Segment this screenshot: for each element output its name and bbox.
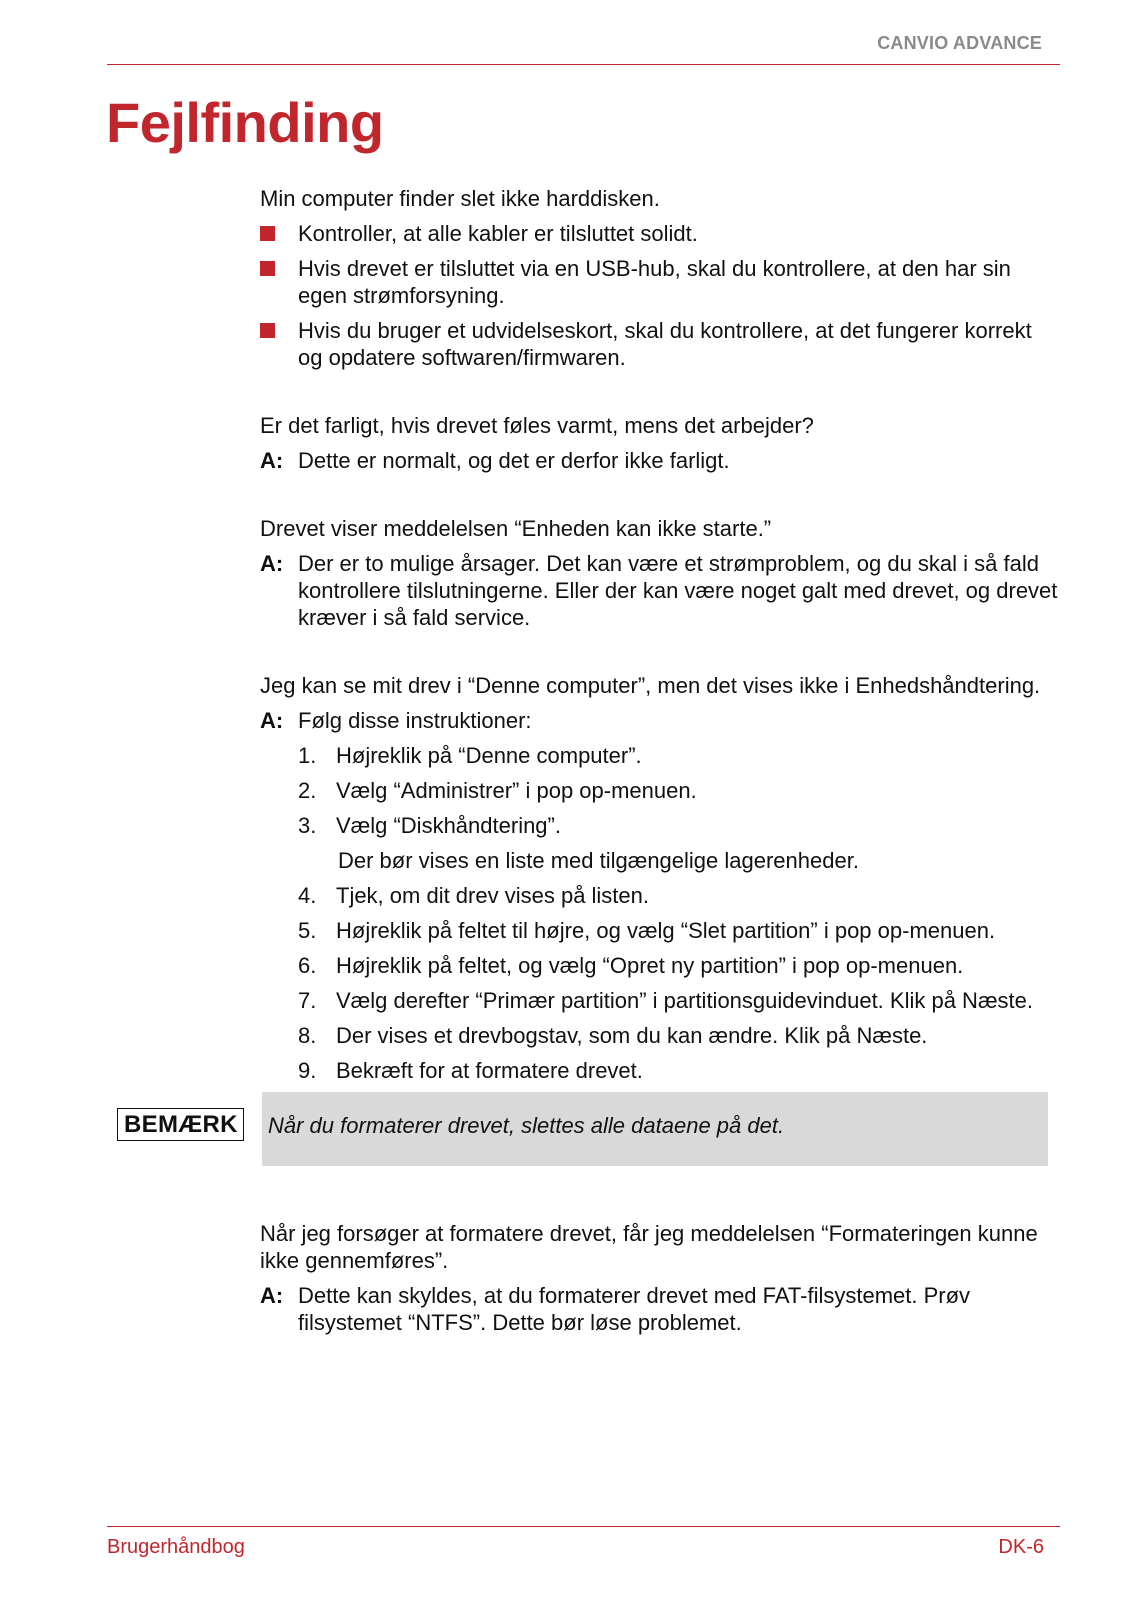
faq-question: Når jeg forsøger at formatere drevet, får jeg meddelelsen “Formateringen kunne ikke gennemføres”.	[260, 1221, 1038, 1273]
faq-answer	[260, 707, 1060, 734]
step-text: Der vises et drevbogstav, som du kan ændre. Klik på Næste.	[336, 1023, 928, 1048]
step-number: 6.	[298, 953, 317, 978]
faq-answer	[260, 550, 1060, 631]
faq-section	[260, 1220, 1060, 1336]
step-text: Højreklik på “Denne computer”.	[336, 743, 642, 768]
step-number: 4.	[298, 883, 317, 908]
faq-section	[260, 412, 1060, 474]
faq-answer	[260, 447, 1060, 474]
step-item	[298, 1022, 1060, 1049]
page-number: DK-6	[998, 1536, 1044, 1558]
faq-question: Er det farligt, hvis drevet føles varmt, mens det arbejder?	[260, 413, 814, 438]
square-bullet-icon	[260, 226, 275, 241]
answer-label: A:	[260, 448, 284, 473]
answer-text: Dette er normalt, og det er derfor ikke farligt.	[298, 448, 730, 473]
step-list	[298, 882, 1060, 1084]
square-bullet-icon	[260, 323, 275, 338]
bullet-list	[260, 220, 1060, 371]
faq-question: Min computer finder slet ikke harddisken.	[260, 186, 660, 211]
faq-section	[260, 185, 1060, 371]
bullet-item	[260, 220, 1060, 247]
faq-section	[260, 515, 1060, 631]
step-number: 9.	[298, 1058, 317, 1083]
bullet-text: Kontroller, at alle kabler er tilsluttet solidt.	[298, 221, 698, 246]
faq-question: Jeg kan se mit drev i “Denne computer”, men det vises ikke i Enhedshåndtering.	[260, 673, 1041, 698]
note-label: BEMÆRK	[117, 1108, 244, 1141]
bullet-item	[260, 255, 1060, 309]
bullet-text: Hvis drevet er tilsluttet via en USB-hub, skal du kontrollere, at den har sin egen strømforsyning.	[298, 256, 1011, 308]
faq-answer	[260, 1282, 1060, 1336]
note-box	[262, 1092, 1048, 1166]
header-product-name: CANVIO ADVANCE	[877, 33, 1042, 53]
step-number: 5.	[298, 918, 317, 943]
answer-label: A:	[260, 551, 284, 576]
page-title: Fejlfinding	[106, 91, 384, 154]
answer-label: A:	[260, 1283, 284, 1308]
square-bullet-icon	[260, 261, 275, 276]
faq-section	[124, 672, 1060, 1166]
footer-manual-title: Brugerhåndbog	[107, 1536, 245, 1558]
step-number: 3.	[298, 813, 317, 838]
step-number: 2.	[298, 778, 317, 803]
step-item	[298, 882, 1060, 909]
step-number: 1.	[298, 743, 317, 768]
step-text: Vælg derefter “Primær partition” i partitionsguidevinduet. Klik på Næste.	[336, 988, 1033, 1013]
answer-text: Der er to mulige årsager. Det kan være et strømproblem, og du skal i så fald kontrollere tilslutningerne. Eller der kan være noget galt med drevet, og drevet kræver i så fald service.	[298, 551, 1058, 630]
step-text: Højreklik på feltet, og vælg “Opret ny partition” i pop op-menuen.	[336, 953, 964, 978]
header-rule	[107, 64, 1060, 65]
faq-question: Drevet viser meddelelsen “Enheden kan ikke starte.”	[260, 516, 772, 541]
step-note: Der bør vises en liste med tilgængelige lagerenheder.	[338, 848, 859, 873]
step-item	[298, 1057, 1060, 1084]
answer-label: A:	[260, 708, 284, 733]
step-text: Vælg “Administrer” i pop op-menuen.	[336, 778, 697, 803]
step-item	[298, 742, 1060, 769]
answer-text: Dette kan skyldes, at du formaterer drevet med FAT-filsystemet. Prøv filsystemet “NTFS”. Dette bør løse problemet.	[298, 1283, 971, 1335]
step-item	[298, 917, 1060, 944]
step-item	[298, 812, 1060, 839]
step-text: Tjek, om dit drev vises på listen.	[336, 883, 650, 908]
step-list	[298, 742, 1060, 839]
step-item	[298, 952, 1060, 979]
step-item	[298, 987, 1060, 1014]
step-number: 8.	[298, 1023, 317, 1048]
step-text: Bekræft for at formatere drevet.	[336, 1058, 643, 1083]
note-text: Når du formaterer drevet, slettes alle dataene på det.	[268, 1113, 785, 1138]
step-number: 7.	[298, 988, 317, 1013]
step-text: Vælg “Diskhåndtering”.	[336, 813, 561, 838]
bullet-text: Hvis du bruger et udvidelseskort, skal du kontrollere, at det fungerer korrekt og opdatere softwaren/firmwaren.	[298, 318, 1032, 370]
step-item	[298, 777, 1060, 804]
note-callout	[124, 1092, 1060, 1166]
footer-rule	[107, 1526, 1060, 1527]
bullet-item	[260, 317, 1060, 371]
main-content	[124, 185, 1060, 1377]
step-text: Højreklik på feltet til højre, og vælg “Slet partition” i pop op-menuen.	[336, 918, 996, 943]
answer-text: Følg disse instruktioner:	[298, 708, 532, 733]
